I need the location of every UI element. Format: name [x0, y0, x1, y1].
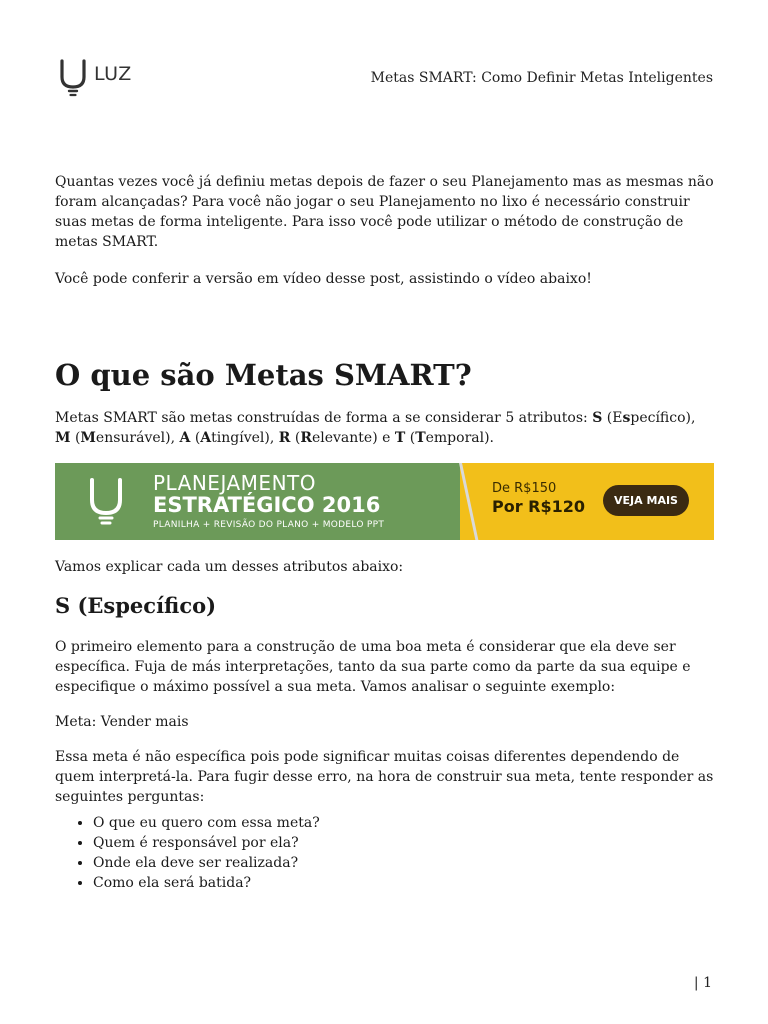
luz-logo — [58, 57, 132, 97]
explain-paragraph: Vamos explicar cada um desses atributos abaixo: — [55, 559, 404, 575]
intro-paragraph: Quantas vezes você já definiu metas depois de fazer o seu Planejamento mas as mesmas não foram alcançadas? Para você não jogar o seu Planejamento no lixo é necessário construir suas metas de forma inteligente. Para isso você pode utilizar o método de construção de metas SMART. — [55, 174, 714, 250]
article-content — [55, 172, 715, 893]
new-price: Por R$120 — [492, 497, 586, 516]
smart-attributes-paragraph: Metas SMART são metas construídas de forma a se considerar 5 atributos: S (Específico), M (Mensurável), A (Atingível), R (Relevante) e T (Temporal). — [55, 410, 696, 446]
document-header-title: Metas SMART: Como Definir Metas Inteligentes — [370, 70, 713, 86]
list-item: • Onde ela deve ser realizada? — [93, 853, 715, 873]
lightbulb-icon — [58, 57, 88, 97]
banner-title-line1: PLANEJAMENTO — [153, 471, 316, 495]
list-item: • O que eu quero com essa meta? — [93, 813, 715, 833]
lightbulb-icon — [87, 475, 125, 525]
old-price: De R$150 — [492, 481, 557, 496]
page-number: | 1 — [693, 975, 712, 991]
especifico-paragraph: O primeiro elemento para a construção de uma boa meta é considerar que ela deve ser específica. Fuja de más interpretações, tanto da sua parte como da parte da sua equipe e especifique o máximo possível a sua meta. Vamos analisar o seguinte exemplo: — [55, 639, 691, 695]
video-paragraph: Você pode conferir a versão em vídeo desse post, assistindo o vídeo abaixo! — [55, 271, 592, 287]
logo-text: LUZ — [94, 63, 132, 85]
planejamento-banner[interactable] — [55, 463, 714, 540]
section-heading-metas-smart: O que são Metas SMART? — [55, 358, 472, 392]
questions-list — [55, 813, 715, 893]
banner-subtitle: PLANILHA + REVISÃO DO PLANO + MODELO PPT — [153, 520, 385, 530]
banner-title-line2: ESTRATÉGICO 2016 — [153, 493, 381, 517]
nao-especifica-paragraph: Essa meta é não específica pois pode significar muitas coisas diferentes dependendo de quem interpretá-la. Para fugir desse erro, na hora de construir sua meta, tente responder as seguintes perguntas: — [55, 749, 714, 805]
list-item: • Quem é responsável por ela? — [93, 833, 715, 853]
section-heading-especifico: S (Específico) — [55, 593, 217, 618]
list-item: • Como ela será batida? — [93, 873, 715, 893]
meta-example: Meta: Vender mais — [55, 714, 189, 730]
veja-mais-button[interactable]: VEJA MAIS — [603, 485, 689, 516]
